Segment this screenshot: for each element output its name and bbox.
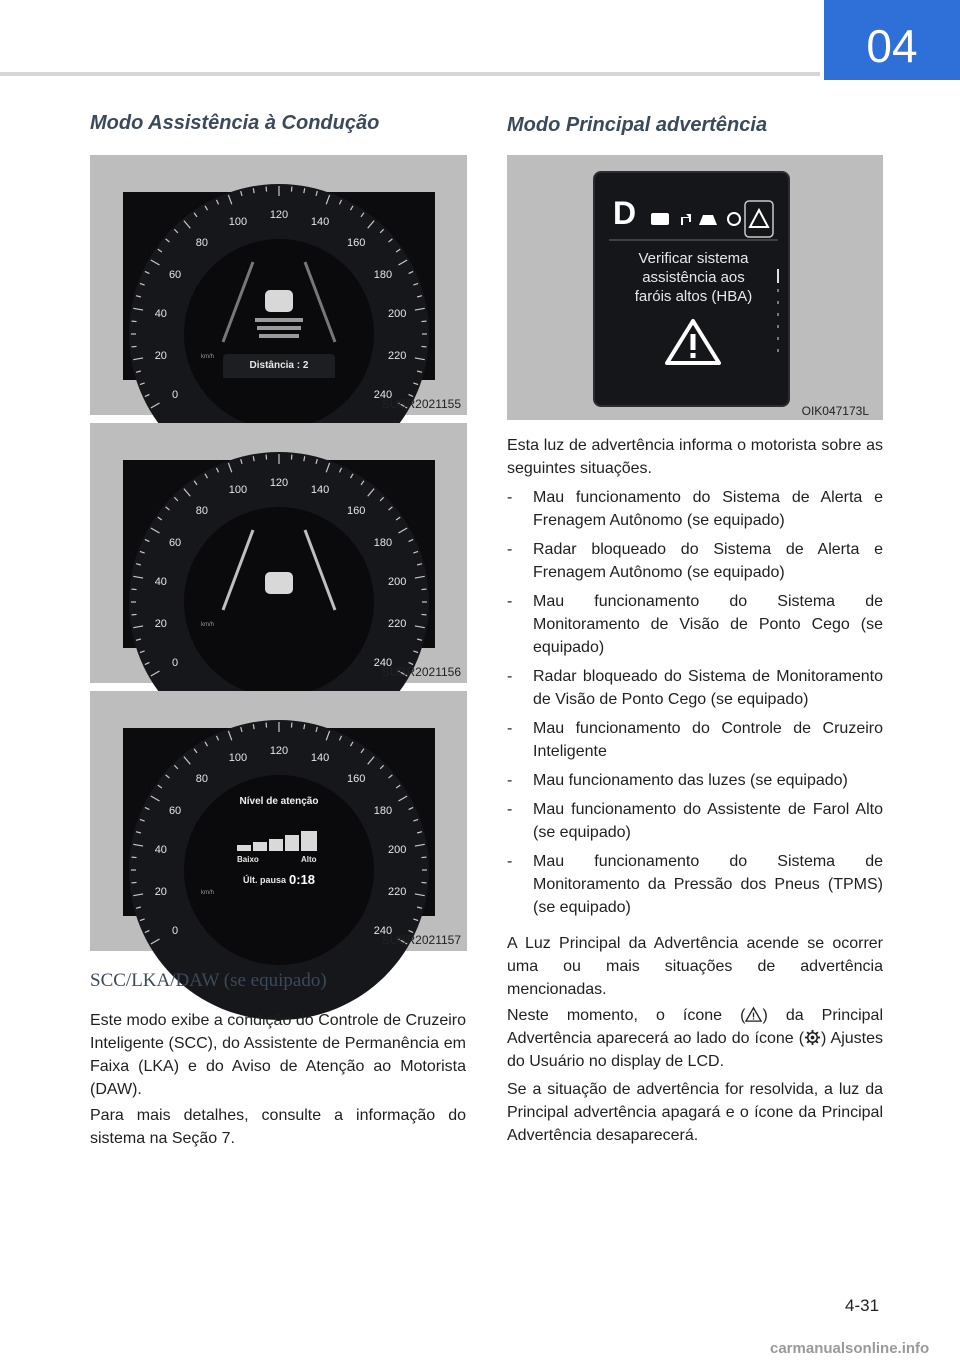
gauge-tick-label: 140 (310, 752, 330, 765)
gauge-tick (304, 456, 305, 461)
gauge-tick-label: 40 (154, 844, 167, 857)
gauge-tick-label: 80 (195, 505, 208, 518)
warning-icon (745, 1006, 762, 1023)
speedometer-gauge (123, 460, 435, 669)
gauge-tick-label: 140 (310, 484, 330, 497)
gauge-tick-label: 240 (373, 657, 393, 669)
paragraph-resolved: Se a situação de advertência for resolvida, a luz da Principal advertência apagará e o ícone da Principal Advertência desaparecerá. (507, 1081, 883, 1144)
gauge-tick-label: 100 (228, 216, 248, 229)
gauge-tick-label: 200 (387, 308, 407, 321)
gauge-tick-label: 200 (387, 844, 407, 857)
gauge-tick-label: 240 (373, 389, 393, 401)
figure-code: SUBR2021155 (381, 397, 461, 411)
list-item-text: Radar bloqueado do Sistema de Monitoramento de Visão de Ponto Cego (se equipado) (533, 668, 883, 708)
distance-bar (257, 326, 301, 330)
warning-message (595, 249, 792, 306)
gauge-tick-label: 120 (269, 745, 289, 757)
gauge-tick (304, 724, 305, 729)
paragraph-icons (507, 1004, 883, 1073)
gauge-unit-label: km/h (201, 622, 215, 628)
paragraph-icons-text: ) da Principal Advertência aparecerá ao lado do ícone ( (507, 1007, 884, 1047)
gauge-tick-label: 40 (154, 576, 167, 589)
list-item-text: Mau funcionamento do Sistema de Monitoramento de Visão de Ponto Cego (se equipado) (533, 593, 883, 656)
figure-lka (90, 423, 467, 683)
paragraph-icons-text: Neste momento, o ícone ( (507, 1007, 746, 1024)
gauge-tick-label: 100 (228, 484, 248, 497)
gauge-tick (253, 188, 254, 193)
paragraph-main-light: A Luz Principal da Advertência acende se ocorrer uma ou mais situações de advertência mencionadas. (507, 935, 883, 998)
gauge-tick-label: 160 (346, 773, 366, 786)
figure-code: SUBR2021156 (381, 665, 461, 679)
gauge-tick-label: 120 (269, 477, 289, 489)
gauge-tick-label: 100 (228, 752, 248, 765)
speedometer-gauge (123, 728, 435, 937)
assist-icon-row (651, 213, 740, 225)
cluster-screen (123, 728, 435, 937)
warning-message-line: faróis altos (HBA) (634, 288, 753, 305)
header-rule (0, 72, 820, 76)
paragraph-icons-text: ) Ajustes do Usuário no display de LCD. (507, 1030, 883, 1070)
section-title-driving-assist: Modo Assistência à Condução (90, 112, 380, 134)
gauge-tick-label: 20 (154, 617, 167, 630)
list-item-text: Mau funcionamento das luzes (se equipado) (533, 772, 848, 789)
figure-daw (90, 691, 467, 951)
section-title-master-warning: Modo Principal advertência (507, 114, 768, 136)
figure-code: SUBR2021157 (381, 933, 461, 947)
gauge-unit-label: km/h (201, 890, 215, 896)
gauge-tick-label: 180 (373, 269, 393, 281)
gauge-tick-label: 200 (387, 576, 407, 589)
gauge-tick-label: 60 (168, 537, 182, 549)
lcd-warning-panel (593, 171, 790, 407)
gauge-tick (253, 724, 254, 729)
list-item: - Mau funcionamento do Assistente de Farol Alto (se equipado) (507, 801, 883, 841)
scroll-indicator (775, 269, 781, 359)
list-item: - Mau funcionamento do Sistema de Alerta e Frenagem Autônomo (se equipado) (507, 489, 883, 529)
distance-bar (255, 318, 303, 322)
distance-bar (259, 334, 299, 338)
attention-heading: Nível de atenção (239, 796, 319, 807)
cluster-screen (123, 460, 435, 669)
list-item: - Mau funcionamento das luzes (se equipado) (507, 772, 848, 789)
list-item-text: Mau funcionamento do Assistente de Farol Alto (se equipado) (533, 801, 883, 841)
figure-scc (90, 155, 467, 415)
list-item-text: Mau funcionamento do Controle de Cruzeiro Inteligente (533, 720, 883, 760)
list-item-text: Mau funcionamento do Sistema de Monitoramento da Pressão dos Pneus (TPMS) (se equipado) (533, 853, 883, 916)
page-number: 4-31 (845, 1296, 880, 1315)
cluster-screen (123, 192, 435, 401)
gauge-tick-label: 0 (172, 657, 179, 669)
speedometer-gauge (123, 192, 435, 401)
list-item-text: Radar bloqueado do Sistema de Alerta e Frenagem Autônomo (se equipado) (533, 541, 883, 581)
gauge-tick-label: 0 (172, 925, 179, 937)
watermark: carmanualsonline.info (770, 1340, 930, 1357)
gauge-tick-label: 80 (195, 773, 208, 786)
gauge-tick (253, 456, 254, 461)
gauge-tick-label: 220 (387, 617, 407, 630)
last-break-label: Últ. pausa (243, 875, 287, 885)
paragraph-intro: Esta luz de advertência informa o motorista sobre as seguintes situações. (507, 437, 883, 477)
chapter-tab: 04 (824, 0, 960, 80)
gauge-tick-label: 60 (168, 805, 182, 817)
gauge-tick-label: 80 (195, 237, 208, 250)
vehicle-icon (265, 572, 293, 594)
gauge-tick-label: 0 (172, 389, 179, 401)
gear-indicator: D (613, 195, 637, 231)
gauge-unit-label: km/h (201, 354, 215, 360)
attention-low-label: Baixo (237, 855, 259, 864)
gauge-tick-label: 180 (373, 537, 393, 549)
list-item: - Mau funcionamento do Controle de Cruzeiro Inteligente (507, 720, 883, 760)
gauge-tick-label: 40 (154, 308, 167, 321)
warning-message-line: Verificar sistema (638, 250, 749, 267)
gauge-tick-label: 20 (154, 349, 167, 362)
large-warning-icon (663, 317, 723, 367)
warning-message-line: assistência aos (642, 269, 745, 286)
gauge-tick-label: 240 (373, 925, 393, 937)
list-item: - Radar bloqueado do Sistema de Monitoramento de Visão de Ponto Cego (se equipado) (507, 668, 883, 708)
gauge-tick-label: 60 (168, 269, 182, 281)
list-item-text: Mau funcionamento do Sistema de Alerta e Frenagem Autônomo (se equipado) (533, 489, 883, 529)
gauge-tick-label: 120 (269, 209, 289, 221)
list-item: - Mau funcionamento do Sistema de Monitoramento de Visão de Ponto Cego (se equipado) (507, 593, 883, 656)
last-break-value: 0:18 (289, 872, 316, 887)
distance-label: Distância : 2 (223, 354, 335, 378)
vehicle-icon (265, 290, 293, 312)
gauge-tick-label: 220 (387, 349, 407, 362)
warning-icon (745, 201, 773, 237)
gauge-tick (304, 188, 305, 193)
list-item: - Radar bloqueado do Sistema de Alerta e Frenagem Autônomo (se equipado) (507, 541, 883, 581)
gauge-tick-label: 160 (346, 237, 366, 250)
gauge-tick-label: 160 (346, 505, 366, 518)
list-item: - Mau funcionamento do Sistema de Monitoramento da Pressão dos Pneus (TPMS) (se equipado) (507, 853, 883, 916)
gauge-tick-label: 140 (310, 216, 330, 229)
gauge-tick-label: 20 (154, 885, 167, 898)
gauge-tick-label: 180 (373, 805, 393, 817)
lcd-icon-row (595, 173, 792, 243)
attention-high-label: Alto (301, 855, 317, 864)
attention-level-bar (237, 829, 321, 851)
scc-lka-daw-heading: SCC/LKA/DAW (se equipado) (90, 970, 327, 991)
paragraph-mode-description: Este modo exibe a condição do Controle de Cruzeiro Inteligente (SCC), do Assistente de Permanência em Faixa (LKA) e do Aviso de Atenção ao Motorista (DAW). (90, 1012, 466, 1098)
warning-situations-list (507, 486, 883, 925)
gauge-tick-label: 220 (387, 885, 407, 898)
paragraph-see-section: Para mais detalhes, consulte a informação do sistema na Seção 7. (90, 1107, 466, 1147)
figure-code: OIK047173L (801, 404, 869, 418)
gear-icon (804, 1029, 821, 1046)
